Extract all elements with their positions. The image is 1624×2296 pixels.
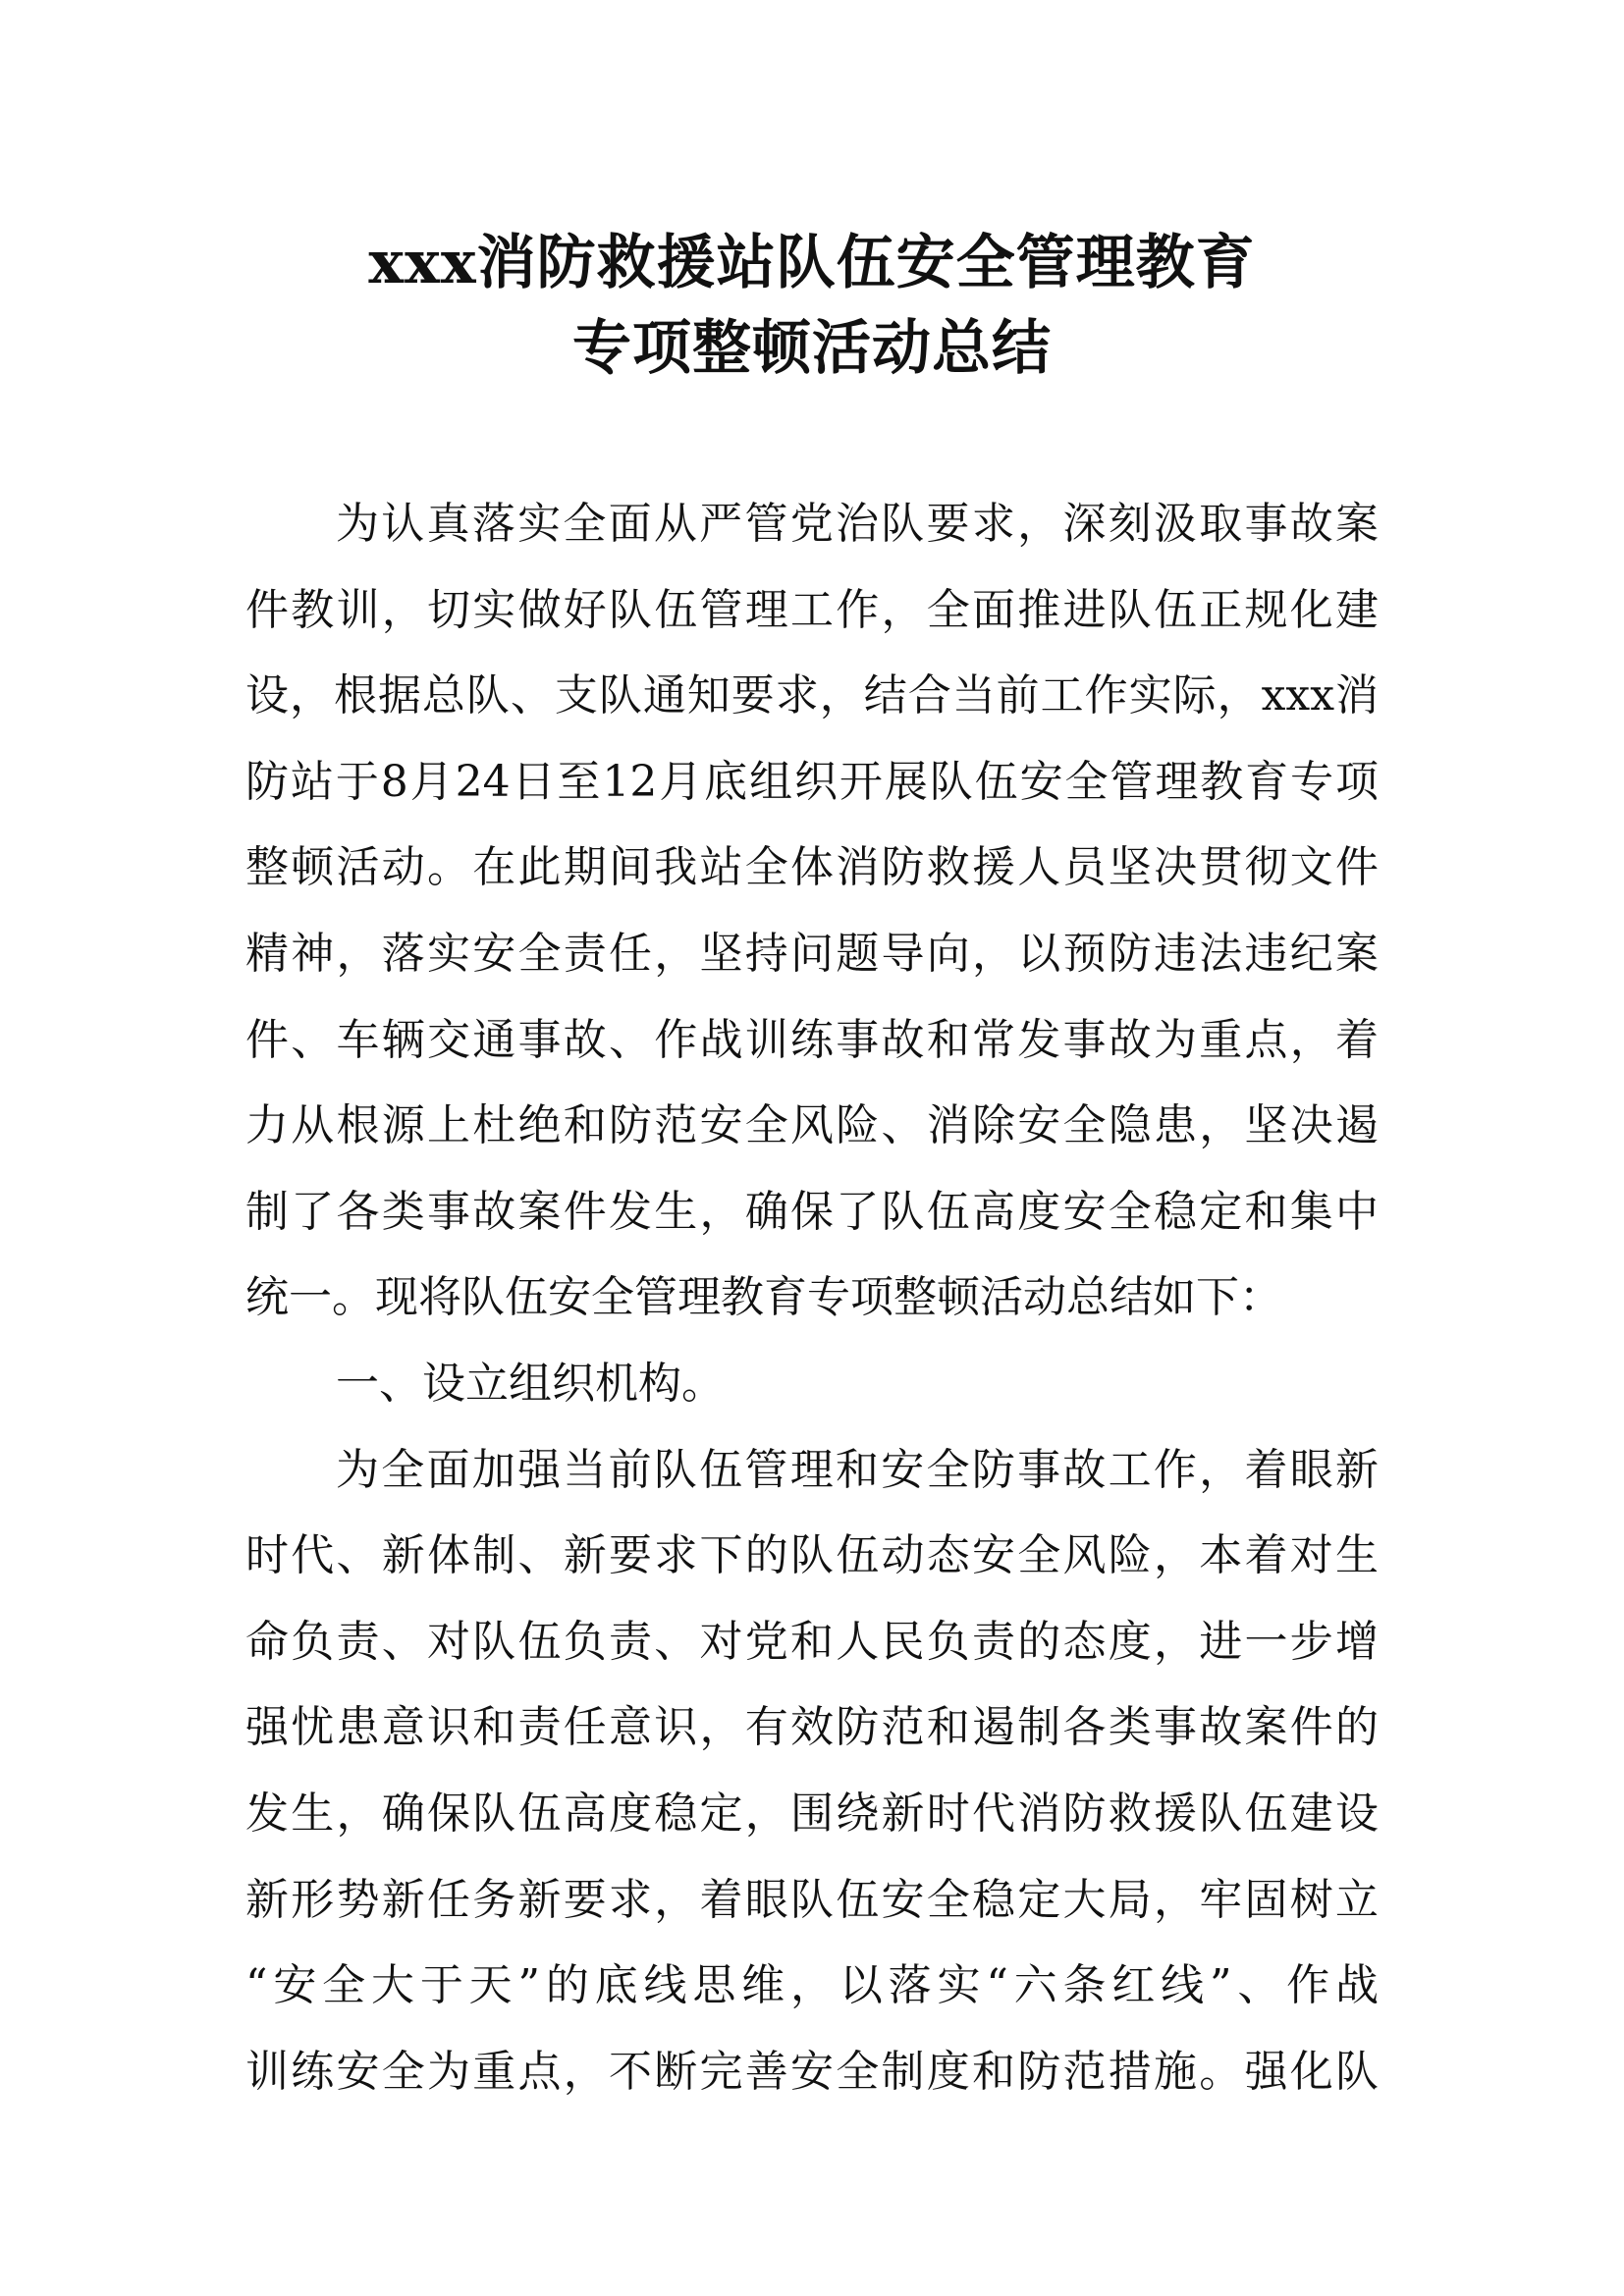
section-heading: 一、设立组织机构。 [336, 1358, 725, 1409]
paragraph-line: 训练安全为重点，不断完善安全制度和防范措施。强化队 [245, 2046, 1379, 2097]
paragraph-line: 为认真落实全面从严管党治队要求，深刻汲取事故案 [336, 499, 1379, 549]
paragraph-line: 强忧患意识和责任意识，有效防范和遏制各类事故案件的 [245, 1702, 1379, 1753]
paragraph-line: 防站于8月24日至12月底组织开展队伍安全管理教育专项 [245, 756, 1379, 807]
paragraph-line: 设，根据总队、支队通知要求，结合当前工作实际，xxx消 [245, 670, 1379, 721]
paragraph-line: 制了各类事故案件发生，确保了队伍高度安全稳定和集中 [245, 1186, 1379, 1237]
document-title-line-1: xxx消防救援站队伍安全管理教育 [368, 229, 1256, 297]
paragraph-line: 件教训，切实做好队伍管理工作，全面推进队伍正规化建 [245, 584, 1379, 635]
paragraph-line: 整顿活动。在此期间我站全体消防救援人员坚决贯彻文件 [245, 842, 1379, 893]
paragraph-line: 新形势新任务新要求，着眼队伍安全稳定大局，牢固树立 [245, 1874, 1379, 1925]
paragraph-line: 时代、新体制、新要求下的队伍动态安全风险，本着对生 [245, 1530, 1379, 1581]
paragraph-line: 件、车辆交通事故、作战训练事故和常发事故为重点，着 [245, 1014, 1379, 1065]
paragraph-line: 精神，落实安全责任，坚持问题导向，以预防违法违纪案 [245, 928, 1379, 979]
paragraph-line: 发生，确保队伍高度稳定，围绕新时代消防救援队伍建设 [245, 1788, 1379, 1839]
document-body [245, 481, 1379, 2114]
paragraph-line: 力从根源上杜绝和防范安全风险、消除安全隐患，坚决遏 [245, 1100, 1379, 1151]
paragraph-line: 命负责、对队伍负责、对党和人民负责的态度，进一步增 [245, 1616, 1379, 1667]
paragraph-line: 统一。现将队伍安全管理教育专项整顿活动总结如下： [245, 1272, 1282, 1323]
document-title-line-2: 专项整顿活动总结 [572, 314, 1052, 383]
paragraph-line: “安全大于天”的底线思维，以落实“六条红线”、作战 [245, 1960, 1379, 2011]
paragraph-line: 为全面加强当前队伍管理和安全防事故工作，着眼新 [336, 1444, 1379, 1495]
